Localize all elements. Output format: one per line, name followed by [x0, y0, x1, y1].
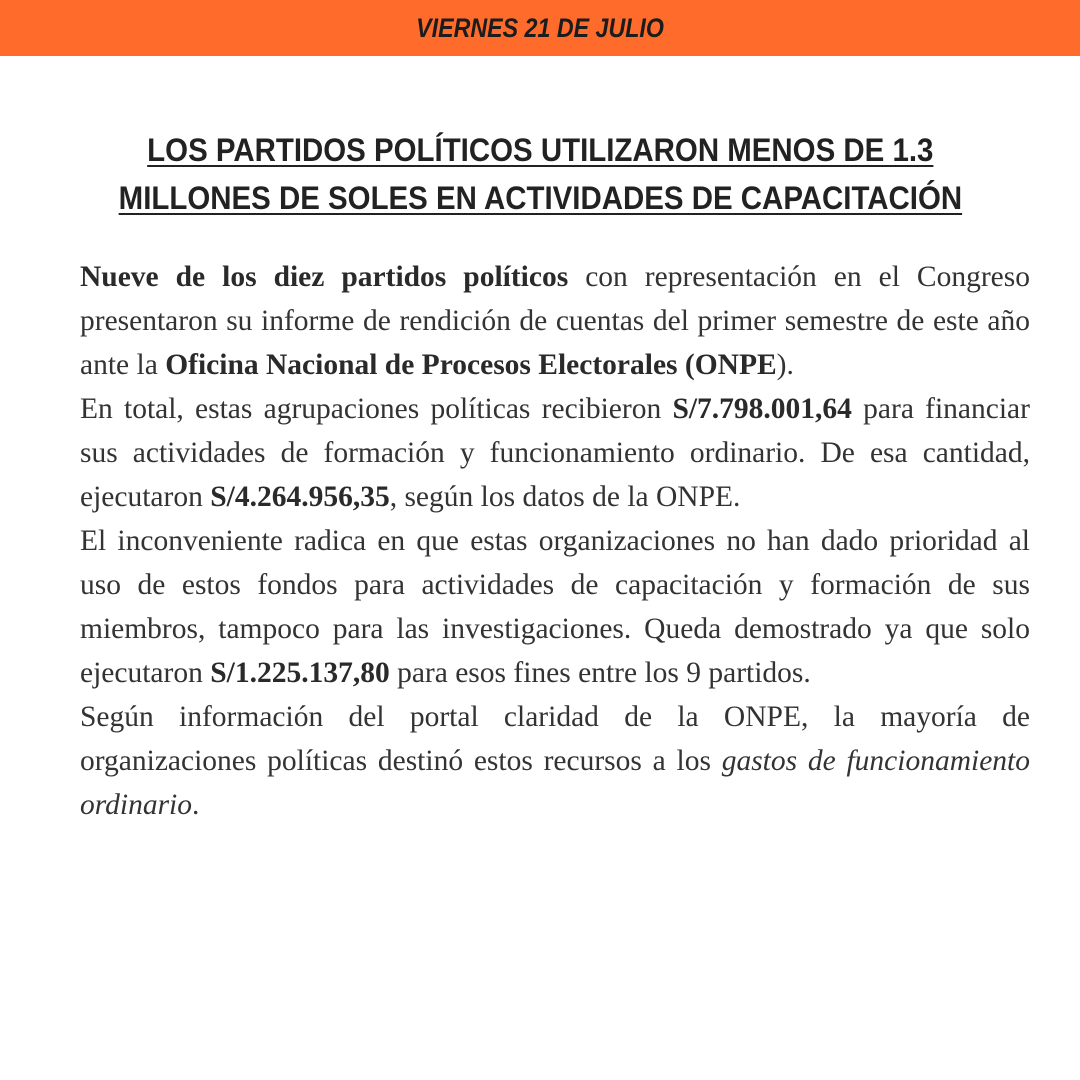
paragraph-text: El inconveniente radica en que estas organizaciones no han dado prioridad al uso de estos fondos para actividades de capacitación y formación de sus miembros, tampoco para las investigaciones. Queda demostrado ya que solo ejecutaron	[80, 525, 1030, 689]
amount-training: S/1.225.137,80	[210, 657, 390, 689]
paragraph-intro	[80, 255, 1030, 387]
paragraph-text: para esos fines entre los 9 partidos.	[389, 657, 811, 689]
headline-line-1	[60, 126, 1020, 174]
paragraph-text: ).	[776, 349, 794, 381]
bold-organization: Oficina Nacional de Procesos Electorales (ONPE	[165, 349, 777, 381]
bold-lead: Nueve de los diez partidos políticos	[80, 261, 569, 293]
paragraph-text: para financiar sus actividades de formación y funcionamiento ordinario. De esa cantidad, ejecutaron	[80, 393, 1030, 513]
italic-term: gastos de funcionamiento ordinario	[80, 745, 1030, 821]
paragraph-text: Según información del portal claridad de la ONPE, la mayoría de organizaciones políticas destinó estos recursos a los	[80, 701, 1030, 777]
article-body	[80, 255, 1030, 827]
banner-date: VIERNES 21 DE JULIO	[416, 12, 664, 43]
headline-line-2-text: MILLONES DE SOLES EN ACTIVIDADES DE CAPACITACIÓN	[118, 180, 962, 216]
paragraph-totals	[80, 387, 1030, 519]
headline-line-2	[60, 174, 1020, 222]
paragraph-text: con representación en el Congreso presentaron su informe de rendición de cuentas del primer semestre de este año ante la	[80, 261, 1030, 381]
amount-received: S/7.798.001,64	[672, 393, 852, 425]
paragraph-problem	[80, 519, 1030, 695]
paragraph-text: .	[192, 789, 200, 821]
headline-line-1-text: LOS PARTIDOS POLÍTICOS UTILIZARON MENOS DE 1.3	[146, 132, 934, 168]
amount-executed: S/4.264.956,35	[210, 481, 390, 513]
paragraph-source	[80, 695, 1030, 827]
headline	[60, 126, 1020, 222]
paragraph-text: En total, estas agrupaciones políticas recibieron	[80, 393, 673, 425]
date-banner	[0, 0, 1080, 56]
paragraph-text: , según los datos de la ONPE.	[389, 481, 741, 513]
